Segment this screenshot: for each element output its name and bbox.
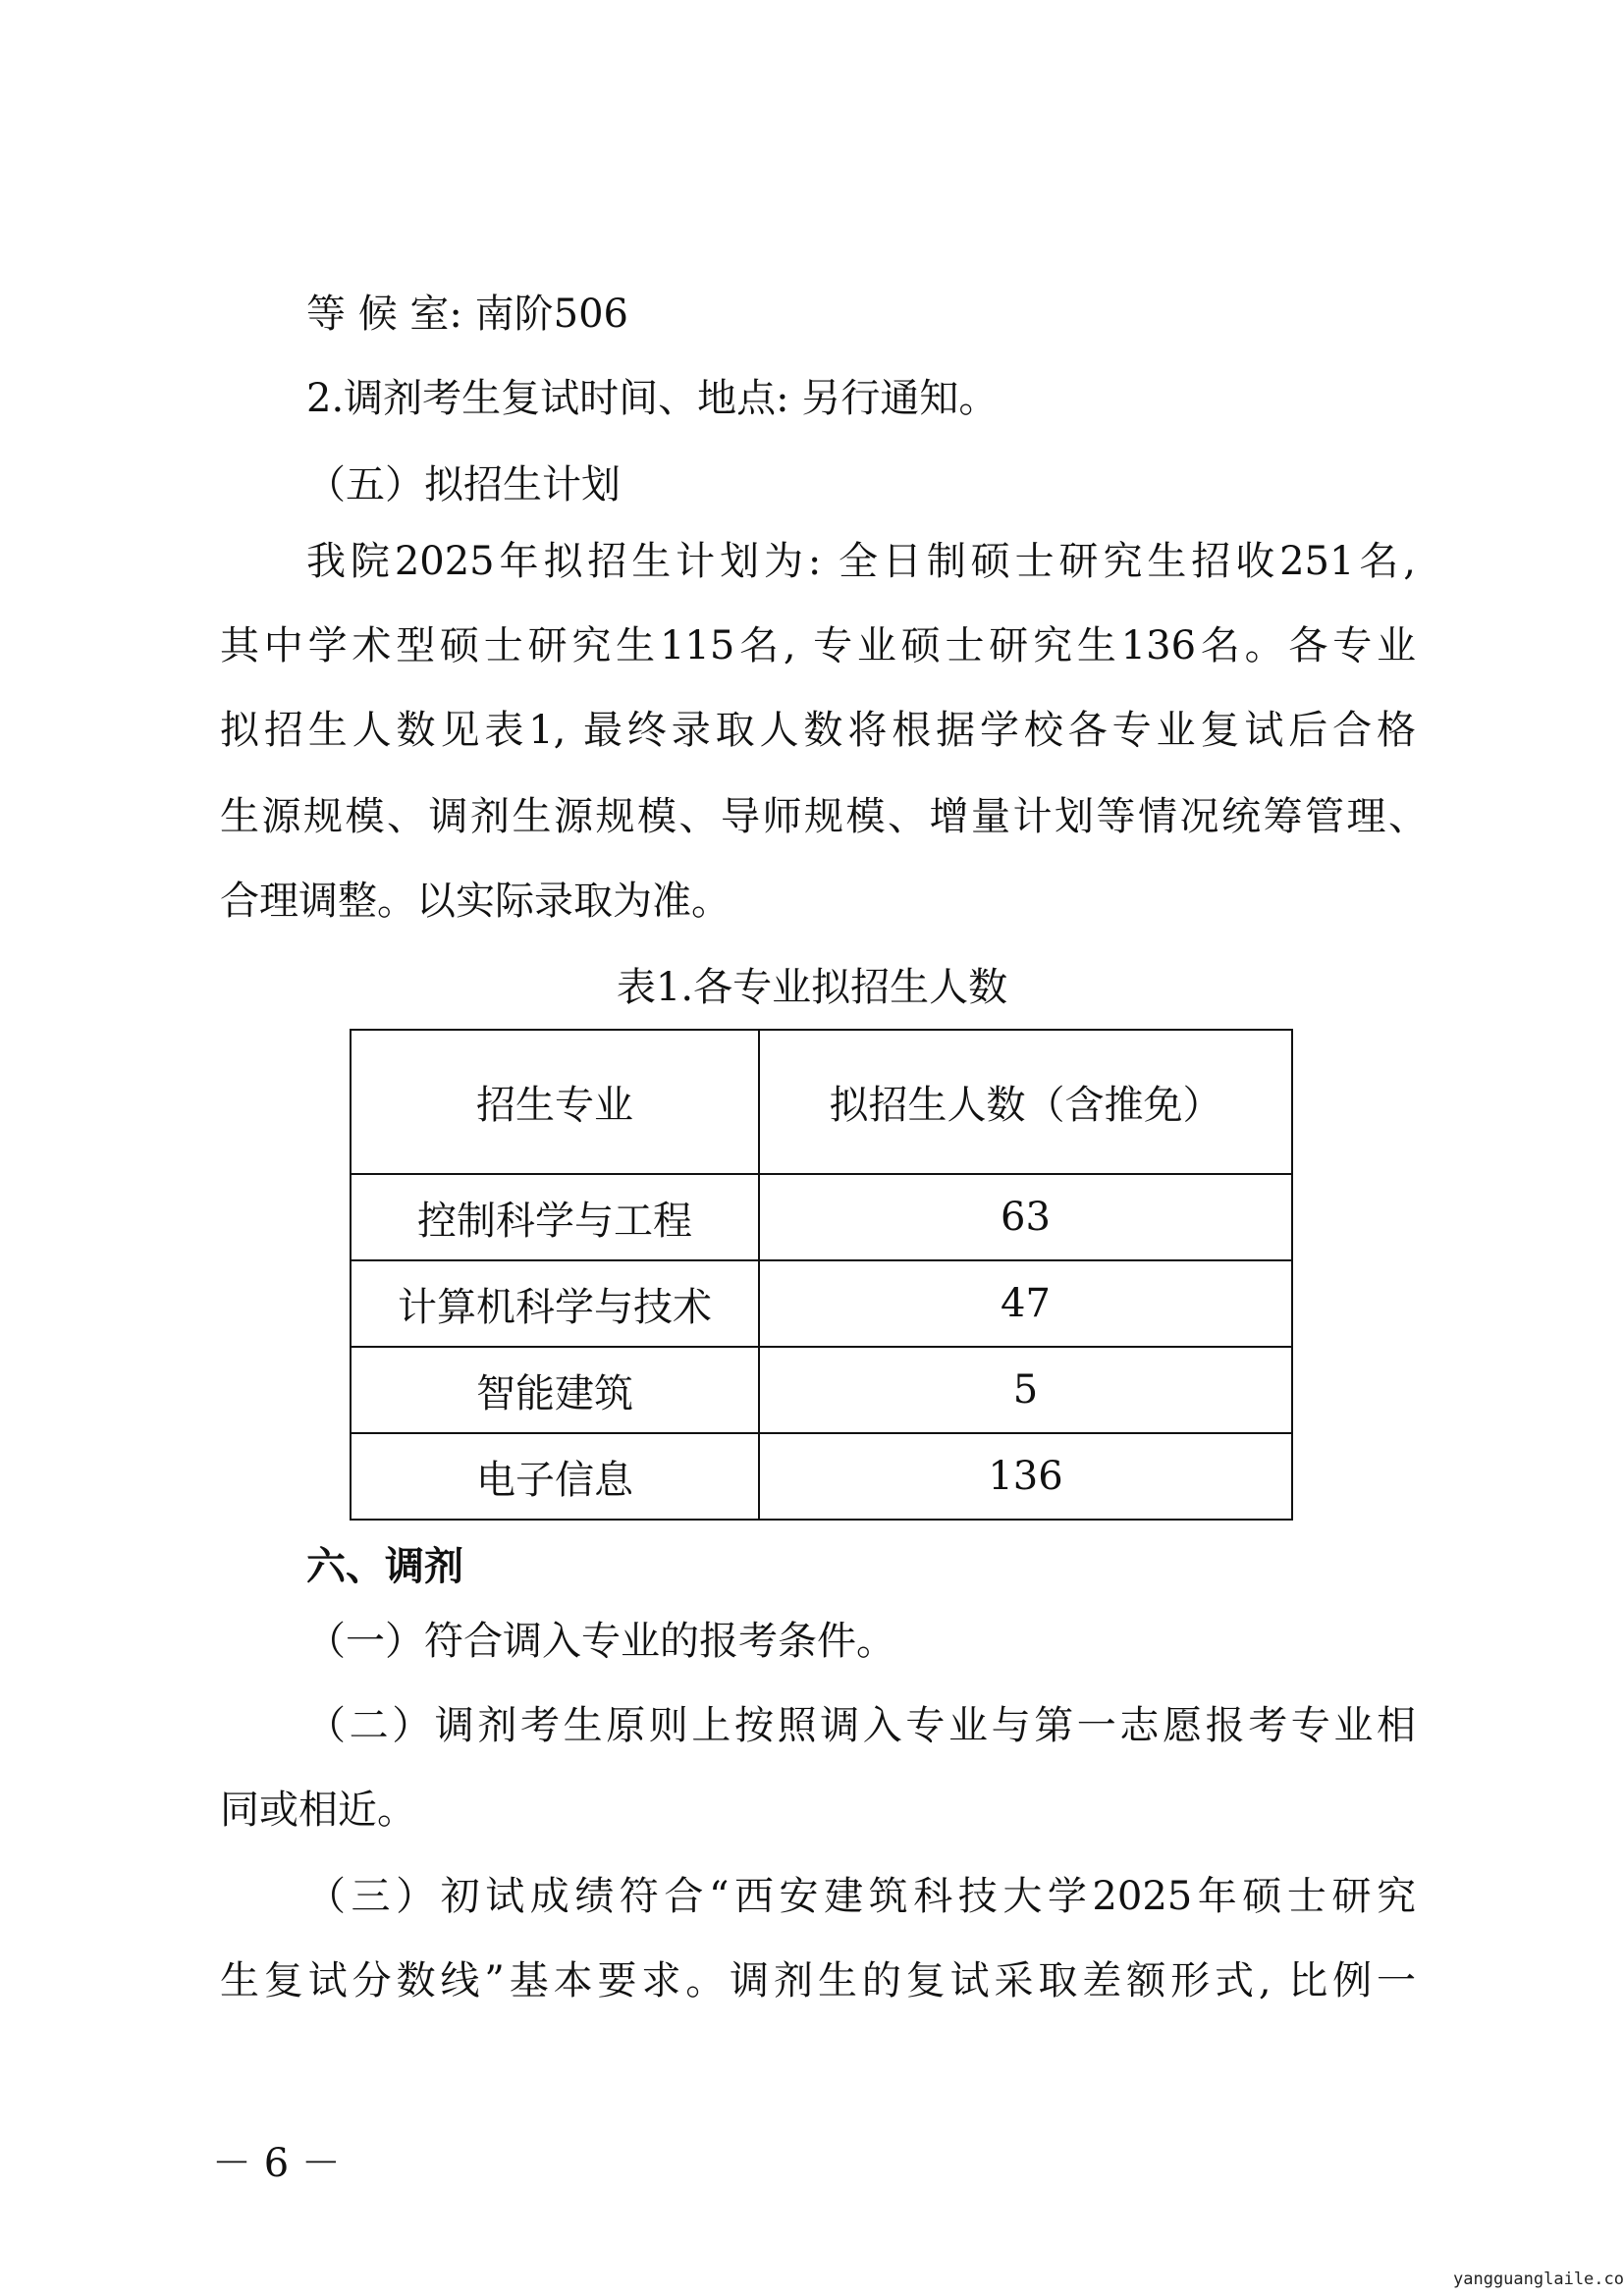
cell-count: 5 <box>759 1347 1292 1433</box>
page-number: － 6 － <box>212 2141 341 2186</box>
adjust-item-2-line-2: 同或相近。 <box>220 1788 416 1833</box>
enrollment-table <box>350 1029 1293 1521</box>
paragraph-line: 我院2025年拟招生计划为: 全日制硕士研究生招收251名, <box>306 539 1416 584</box>
waiting-room-line: 等 候 室: 南阶506 <box>306 292 628 337</box>
paragraph-line: 拟招生人数见表1, 最终录取人数将根据学校各专业复试后合格 <box>220 708 1416 753</box>
paragraph-line: 合理调整。以实际录取为准。 <box>220 879 731 924</box>
cell-major: 智能建筑 <box>351 1347 759 1433</box>
table-row <box>351 1347 1292 1433</box>
table-row <box>351 1260 1292 1347</box>
header-count: 拟招生人数（含推免） <box>759 1030 1292 1174</box>
adjust-item-3-line-1: （三）初试成绩符合“西安建筑科技大学2025年硕士研究 <box>306 1874 1416 1919</box>
table-title: 表1.各专业拟招生人数 <box>616 965 1008 1010</box>
retest-time-line: 2.调剂考生复试时间、地点: 另行通知。 <box>306 376 999 421</box>
paragraph-line: 生源规模、调剂生源规模、导师规模、增量计划等情况统筹管理、 <box>220 794 1428 839</box>
cell-count: 63 <box>759 1174 1292 1260</box>
cell-count: 47 <box>759 1260 1292 1347</box>
cell-major: 电子信息 <box>351 1433 759 1520</box>
adjust-item-1: （一）符合调入专业的报考条件。 <box>306 1619 895 1664</box>
cell-count: 136 <box>759 1433 1292 1520</box>
table-header-row <box>351 1030 1292 1174</box>
adjust-item-2-line-1: （二）调剂考生原则上按照调入专业与第一志愿报考专业相 <box>306 1703 1416 1748</box>
table-row <box>351 1174 1292 1260</box>
adjust-item-3-line-2: 生复试分数线”基本要求。调剂生的复试采取差额形式, 比例一 <box>220 1958 1416 2003</box>
header-major: 招生专业 <box>351 1030 759 1174</box>
paragraph-line: 其中学术型硕士研究生115名, 专业硕士研究生136名。各专业 <box>220 623 1416 668</box>
section-6-heading: 六、调剂 <box>306 1543 463 1589</box>
table-row <box>351 1433 1292 1520</box>
section-5-heading: （五）拟招生计划 <box>306 462 621 507</box>
watermark-text: yangguanglaile.co <box>1453 2269 1624 2289</box>
cell-major: 控制科学与工程 <box>351 1174 759 1260</box>
cell-major: 计算机科学与技术 <box>351 1260 759 1347</box>
